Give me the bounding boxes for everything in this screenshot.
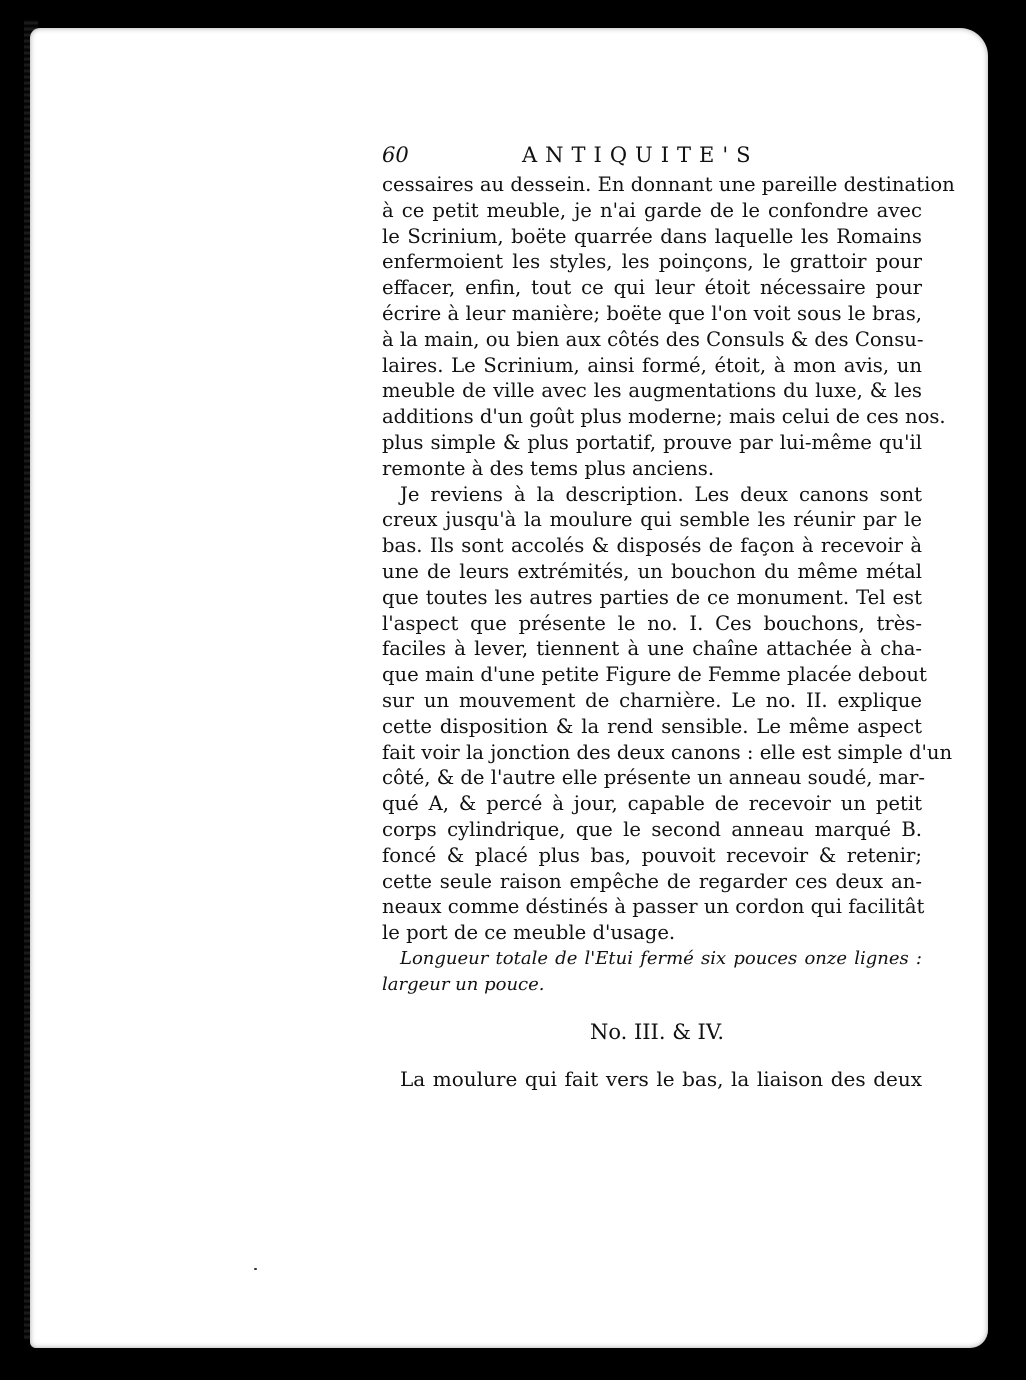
text-line: côté, & de l'autre elle présente un anneau soudé, mar- [382,766,925,790]
text-line: à la main, ou bien aux côtés des Consuls & des Consu- [382,327,924,351]
text-line: le port de ce meuble d'usage. [382,921,676,945]
caption-line: largeur un pouce. [382,973,545,995]
text-line: laires. Le Scrinium, ainsi formé, étoit, à mon avis, un [382,353,922,377]
paragraph-description [382,482,953,946]
text-line: l'aspect que présente le no. I. Ces bouchons, très- [382,611,922,635]
text-line: cette disposition & la rend sensible. Le même aspect [382,714,922,738]
text-line: foncé & placé plus bas, pouvoit recevoir & retenir; [382,843,922,867]
text-line: corps cylindrique, que le second anneau marqué B. [382,817,922,841]
text-line: remonte à des tems plus anciens. [382,456,715,480]
text-line: neaux comme déstinés à passer un cordon qui facilitât [382,895,925,919]
text-line: que main d'une petite Figure de Femme placée debout [382,663,927,687]
text-line: La moulure qui fait vers le bas, la liaison des deux [400,1066,922,1091]
text-line: une de leurs extrémités, un bouchon du même métal [382,559,922,583]
text-line: fait voir la jonction des deux canons : elle est simple d'un [382,740,953,764]
paragraph-continued [382,172,955,482]
text-line: creux jusqu'à la moulure qui semble les réunir par le [382,508,922,532]
running-head [382,138,922,172]
text-line: faciles à lever, tiennent à une chaîne attachée à cha- [382,637,922,661]
text-line: le Scrinium, boëte quarrée dans laquelle les Romains [382,224,922,248]
section-heading: No. III. & IV. [589,1019,725,1044]
text-line: plus simple & plus portatif, prouve par lui-même qu'il [382,430,922,454]
text-line: enfermoient les styles, les poinçons, le grattoir pour [382,250,922,274]
dimensions-caption [382,946,922,998]
text-line: meuble de ville avec les augmentations du luxe, & les [382,379,922,403]
paper-speck [254,1268,257,1270]
text-line: écrire à leur manière; boëte que l'on voit sous le bras, [382,301,922,325]
caption-line: Longueur totale de l'Etui fermé six pouces onze lignes : [400,947,922,969]
text-line: cette seule raison empêche de regarder ces deux an- [382,869,922,893]
text-line: sur un mouvement de charnière. Le no. II. explique [382,688,922,712]
text-line: à ce petit meuble, je n'ai garde de le confondre avec [382,198,922,222]
page-text-block [382,138,955,1094]
page-number: 60 [382,143,409,167]
text-line: additions d'un goût plus moderne; mais celui de ces nos. [382,405,946,429]
running-title: ANTIQUITE'S [522,143,759,167]
text-line: qué A, & percé à jour, capable de recevoir un petit [382,792,922,816]
text-line: effacer, enfin, tout ce qui leur étoit nécessaire pour [382,276,922,300]
text-line: bas. Ils sont accolés & disposés de façon à recevoir à [382,534,922,558]
text-line: que toutes les autres parties de ce monument. Tel est [382,585,922,609]
text-line: cessaires au dessein. En donnant une pareille destination [382,173,955,196]
text-line: Je reviens à la description. Les deux canons sont [400,482,922,506]
